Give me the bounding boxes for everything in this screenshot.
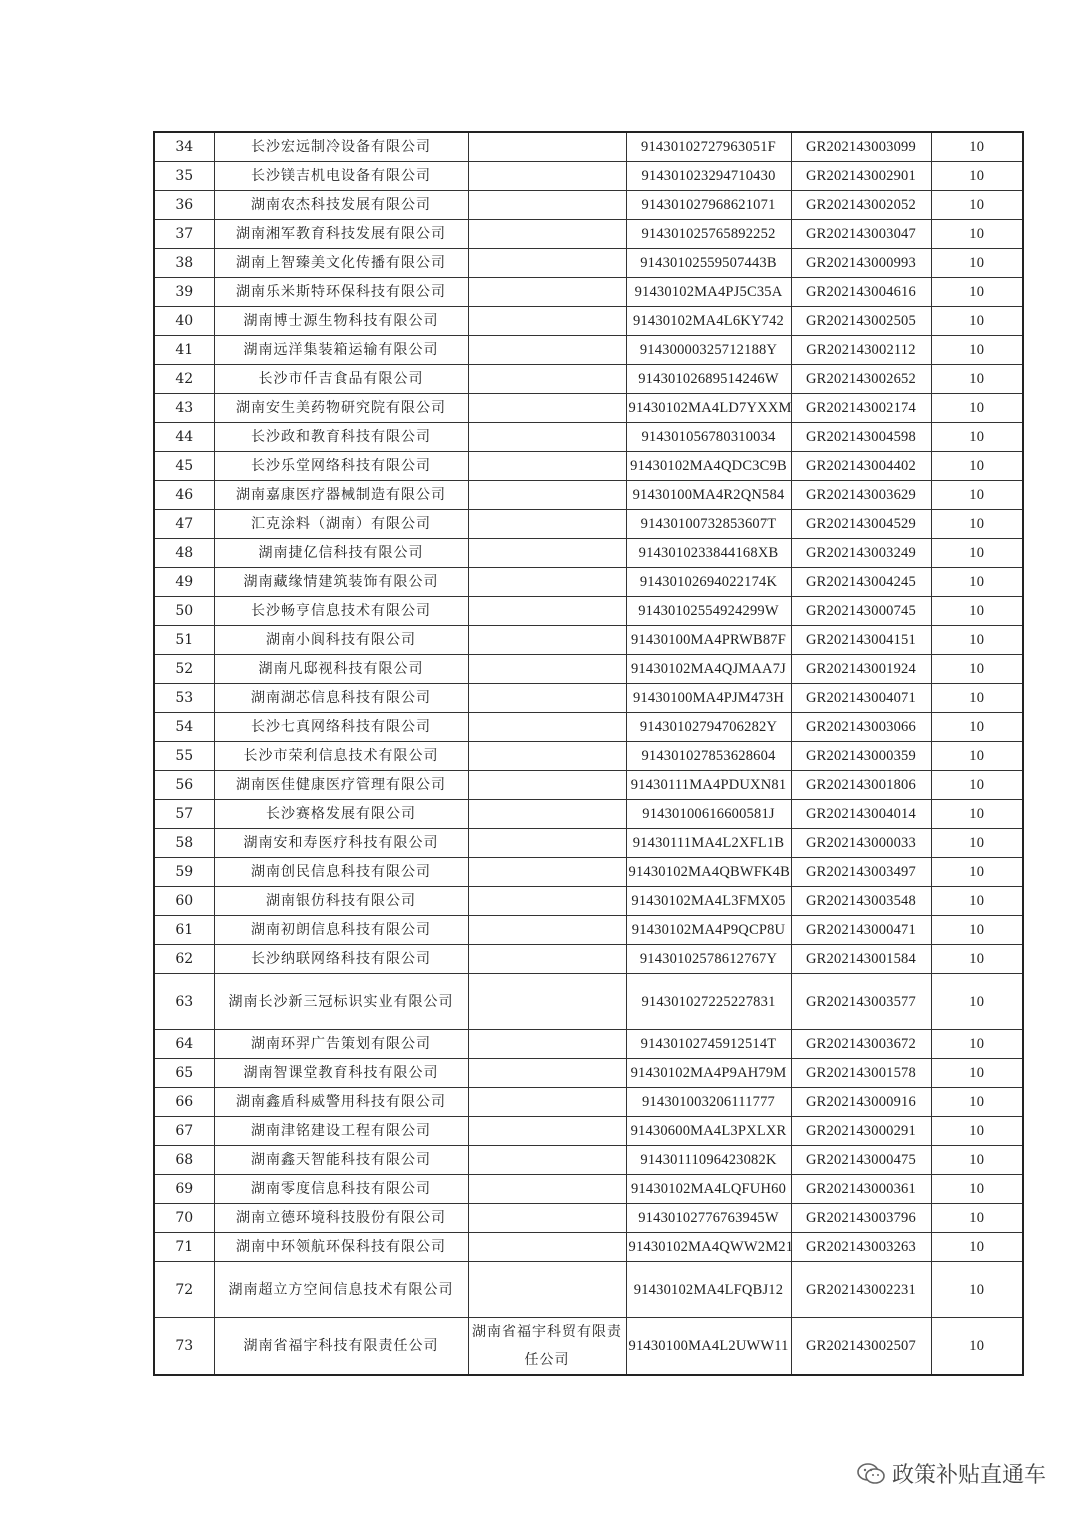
certificate-number-cell: GR202143001584 — [791, 945, 931, 974]
table-row — [154, 771, 1023, 800]
certificate-number-cell: GR202143003263 — [791, 1233, 931, 1262]
certificate-number-cell: GR202143004245 — [791, 568, 931, 597]
credit-code-cell: 91430111MA4PDUXN81 — [626, 771, 791, 800]
certificate-number-cell: GR202143000475 — [791, 1146, 931, 1175]
table-row — [154, 684, 1023, 713]
certificate-number-cell: GR202143000993 — [791, 249, 931, 278]
credit-code-cell: 91430102727963051F — [626, 132, 791, 162]
certificate-number-cell: GR202143004014 — [791, 800, 931, 829]
certificate-number-cell: GR202143004071 — [791, 684, 931, 713]
row-index-cell: 48 — [154, 539, 214, 568]
score-cell: 10 — [931, 307, 1023, 336]
score-cell: 10 — [931, 771, 1023, 800]
former-name-cell — [468, 568, 626, 597]
table-row — [154, 1117, 1023, 1146]
certificate-number-cell: GR202143000745 — [791, 597, 931, 626]
credit-code-cell: 91430000325712188Y — [626, 336, 791, 365]
score-cell: 10 — [931, 1262, 1023, 1318]
former-name-cell — [468, 655, 626, 684]
certificate-number-cell: GR202143000361 — [791, 1175, 931, 1204]
company-name-cell: 长沙赛格发展有限公司 — [214, 800, 468, 829]
score-cell: 10 — [931, 568, 1023, 597]
company-name-cell: 长沙宏远制冷设备有限公司 — [214, 132, 468, 162]
certificate-number-cell: GR202143004402 — [791, 452, 931, 481]
row-index-cell: 61 — [154, 916, 214, 945]
former-name-cell — [468, 974, 626, 1030]
certificate-number-cell: GR202143003629 — [791, 481, 931, 510]
table-row — [154, 394, 1023, 423]
company-name-cell: 湖南藏缘情建筑装饰有限公司 — [214, 568, 468, 597]
former-name-cell — [468, 1088, 626, 1117]
score-cell: 10 — [931, 1318, 1023, 1376]
table-row — [154, 858, 1023, 887]
company-name-cell: 湖南凡邸视科技有限公司 — [214, 655, 468, 684]
table-row — [154, 278, 1023, 307]
credit-code-cell: 91430102MA4QWW2M21 — [626, 1233, 791, 1262]
credit-code-cell: 91430102MA4P9AH79M — [626, 1059, 791, 1088]
table-row — [154, 249, 1023, 278]
company-name-cell: 长沙七真网络科技有限公司 — [214, 713, 468, 742]
former-name-cell — [468, 307, 626, 336]
wechat-icon — [856, 1461, 886, 1487]
table-row — [154, 713, 1023, 742]
company-name-cell: 湖南鑫盾科威警用科技有限公司 — [214, 1088, 468, 1117]
company-table-container — [153, 131, 1022, 1376]
row-index-cell: 46 — [154, 481, 214, 510]
certificate-number-cell: GR202143001924 — [791, 655, 931, 684]
credit-code-cell: 91430600MA4L3PXLXR — [626, 1117, 791, 1146]
table-row — [154, 539, 1023, 568]
table-row — [154, 626, 1023, 655]
certificate-number-cell: GR202143002174 — [791, 394, 931, 423]
credit-code-cell: 91430102MA4L6KY742 — [626, 307, 791, 336]
company-name-cell: 湖南初朗信息科技有限公司 — [214, 916, 468, 945]
certificate-number-cell: GR202143002507 — [791, 1318, 931, 1376]
score-cell: 10 — [931, 1204, 1023, 1233]
company-name-cell: 湖南上智臻美文化传播有限公司 — [214, 249, 468, 278]
company-name-cell: 湖南津铭建设工程有限公司 — [214, 1117, 468, 1146]
credit-code-cell: 91430100MA4L2UWW11 — [626, 1318, 791, 1376]
score-cell: 10 — [931, 1117, 1023, 1146]
former-name-cell — [468, 336, 626, 365]
credit-code-cell: 91430102689514246W — [626, 365, 791, 394]
former-name-cell — [468, 945, 626, 974]
certificate-number-cell: GR202143001806 — [791, 771, 931, 800]
company-name-cell: 湖南环羿广告策划有限公司 — [214, 1030, 468, 1059]
table-row — [154, 916, 1023, 945]
table-row — [154, 1233, 1023, 1262]
row-index-cell: 38 — [154, 249, 214, 278]
row-index-cell: 35 — [154, 162, 214, 191]
credit-code-cell: 91430111096423082K — [626, 1146, 791, 1175]
credit-code-cell: 9143010233844168XB — [626, 539, 791, 568]
row-index-cell: 39 — [154, 278, 214, 307]
certificate-number-cell: GR202143002231 — [791, 1262, 931, 1318]
former-name-cell — [468, 191, 626, 220]
former-name-cell — [468, 249, 626, 278]
row-index-cell: 70 — [154, 1204, 214, 1233]
former-name-cell — [468, 597, 626, 626]
company-name-cell: 湖南湖芯信息科技有限公司 — [214, 684, 468, 713]
score-cell: 10 — [931, 278, 1023, 307]
table-row — [154, 597, 1023, 626]
certificate-number-cell: GR202143003066 — [791, 713, 931, 742]
table-row — [154, 1030, 1023, 1059]
score-cell: 10 — [931, 191, 1023, 220]
credit-code-cell: 91430111MA4L2XFL1B — [626, 829, 791, 858]
former-name-cell — [468, 771, 626, 800]
credit-code-cell: 914301027853628604 — [626, 742, 791, 771]
company-name-cell: 湖南博士源生物科技有限公司 — [214, 307, 468, 336]
company-name-cell: 湖南银仿科技有限公司 — [214, 887, 468, 916]
credit-code-cell: 914301025765892252 — [626, 220, 791, 249]
row-index-cell: 59 — [154, 858, 214, 887]
former-name-cell — [468, 1117, 626, 1146]
company-name-cell: 长沙镁吉机电设备有限公司 — [214, 162, 468, 191]
company-name-cell: 长沙市荣利信息技术有限公司 — [214, 742, 468, 771]
watermark-text: 政策补贴直通车 — [891, 1463, 1046, 1488]
company-name-cell: 湖南小阆科技有限公司 — [214, 626, 468, 655]
credit-code-cell: 914301023294710430 — [626, 162, 791, 191]
credit-code-cell: 91430102776763945W — [626, 1204, 791, 1233]
company-name-cell: 湖南创民信息科技有限公司 — [214, 858, 468, 887]
company-name-cell: 长沙政和教育科技有限公司 — [214, 423, 468, 452]
certificate-number-cell: GR202143003047 — [791, 220, 931, 249]
row-index-cell: 47 — [154, 510, 214, 539]
credit-code-cell: 91430102MA4LFQBJ12 — [626, 1262, 791, 1318]
score-cell: 10 — [931, 1030, 1023, 1059]
credit-code-cell: 91430102578612767Y — [626, 945, 791, 974]
score-cell: 10 — [931, 829, 1023, 858]
table-row — [154, 481, 1023, 510]
score-cell: 10 — [931, 858, 1023, 887]
row-index-cell: 68 — [154, 1146, 214, 1175]
former-name-cell — [468, 423, 626, 452]
certificate-number-cell: GR202143002052 — [791, 191, 931, 220]
former-name-cell — [468, 481, 626, 510]
row-index-cell: 55 — [154, 742, 214, 771]
table-row — [154, 945, 1023, 974]
row-index-cell: 57 — [154, 800, 214, 829]
row-index-cell: 73 — [154, 1318, 214, 1376]
score-cell: 10 — [931, 1233, 1023, 1262]
table-row — [154, 307, 1023, 336]
table-row — [154, 1204, 1023, 1233]
row-index-cell: 62 — [154, 945, 214, 974]
table-row — [154, 1059, 1023, 1088]
credit-code-cell: 91430100MA4R2QN584 — [626, 481, 791, 510]
certificate-number-cell: GR202143000359 — [791, 742, 931, 771]
table-row — [154, 191, 1023, 220]
score-cell: 10 — [931, 162, 1023, 191]
certificate-number-cell: GR202143002505 — [791, 307, 931, 336]
certificate-number-cell: GR202143000916 — [791, 1088, 931, 1117]
former-name-cell — [468, 829, 626, 858]
credit-code-cell: 91430100616600581J — [626, 800, 791, 829]
company-name-cell: 湖南乐米斯特环保科技有限公司 — [214, 278, 468, 307]
company-name-cell: 湖南智课堂教育科技有限公司 — [214, 1059, 468, 1088]
score-cell: 10 — [931, 336, 1023, 365]
score-cell: 10 — [931, 626, 1023, 655]
table-row — [154, 887, 1023, 916]
score-cell: 10 — [931, 713, 1023, 742]
row-index-cell: 56 — [154, 771, 214, 800]
former-name-cell — [468, 1146, 626, 1175]
credit-code-cell: 91430102745912514T — [626, 1030, 791, 1059]
former-name-cell — [468, 162, 626, 191]
credit-code-cell: 91430102MA4QBWFK4B — [626, 858, 791, 887]
score-cell: 10 — [931, 684, 1023, 713]
company-name-cell: 湖南捷亿信科技有限公司 — [214, 539, 468, 568]
table-row — [154, 132, 1023, 162]
certificate-number-cell: GR202143000471 — [791, 916, 931, 945]
row-index-cell: 51 — [154, 626, 214, 655]
company-name-cell: 湖南中环领航环保科技有限公司 — [214, 1233, 468, 1262]
table-row — [154, 1175, 1023, 1204]
former-name-cell — [468, 887, 626, 916]
former-name-cell — [468, 800, 626, 829]
table-row — [154, 336, 1023, 365]
former-name-cell — [468, 394, 626, 423]
table-row — [154, 829, 1023, 858]
score-cell: 10 — [931, 974, 1023, 1030]
company-name-cell: 长沙畅亨信息技术有限公司 — [214, 597, 468, 626]
table-body — [154, 132, 1023, 1375]
row-index-cell: 49 — [154, 568, 214, 597]
former-name-cell — [468, 539, 626, 568]
score-cell: 10 — [931, 132, 1023, 162]
row-index-cell: 60 — [154, 887, 214, 916]
company-table — [153, 131, 1024, 1376]
credit-code-cell: 91430100732853607T — [626, 510, 791, 539]
certificate-number-cell: GR202143002652 — [791, 365, 931, 394]
certificate-number-cell: GR202143001578 — [791, 1059, 931, 1088]
score-cell: 10 — [931, 220, 1023, 249]
certificate-number-cell: GR202143000033 — [791, 829, 931, 858]
score-cell: 10 — [931, 510, 1023, 539]
score-cell: 10 — [931, 916, 1023, 945]
former-name-cell — [468, 510, 626, 539]
company-name-cell: 湖南长沙新三冠标识实业有限公司 — [214, 974, 468, 1030]
credit-code-cell: 91430102694022174K — [626, 568, 791, 597]
table-row — [154, 742, 1023, 771]
former-name-cell — [468, 858, 626, 887]
former-name-cell — [468, 713, 626, 742]
certificate-number-cell: GR202143004616 — [791, 278, 931, 307]
credit-code-cell: 91430102MA4P9QCP8U — [626, 916, 791, 945]
credit-code-cell: 91430102554924299W — [626, 597, 791, 626]
score-cell: 10 — [931, 1175, 1023, 1204]
table-row — [154, 220, 1023, 249]
company-name-cell: 湖南超立方空间信息技术有限公司 — [214, 1262, 468, 1318]
score-cell: 10 — [931, 887, 1023, 916]
row-index-cell: 69 — [154, 1175, 214, 1204]
row-index-cell: 64 — [154, 1030, 214, 1059]
credit-code-cell: 91430102559507443B — [626, 249, 791, 278]
former-name-cell — [468, 684, 626, 713]
table-row — [154, 800, 1023, 829]
former-name-cell: 湖南省福宇科贸有限责任公司 — [468, 1318, 626, 1376]
row-index-cell: 63 — [154, 974, 214, 1030]
credit-code-cell: 91430100MA4PRWB87F — [626, 626, 791, 655]
credit-code-cell: 91430102MA4QDC3C9B — [626, 452, 791, 481]
table-row — [154, 974, 1023, 1030]
certificate-number-cell: GR202143003577 — [791, 974, 931, 1030]
former-name-cell — [468, 452, 626, 481]
company-name-cell: 湖南嘉康医疗器械制造有限公司 — [214, 481, 468, 510]
score-cell: 10 — [931, 1146, 1023, 1175]
score-cell: 10 — [931, 800, 1023, 829]
former-name-cell — [468, 365, 626, 394]
row-index-cell: 54 — [154, 713, 214, 742]
former-name-cell — [468, 1233, 626, 1262]
former-name-cell — [468, 742, 626, 771]
table-row — [154, 1146, 1023, 1175]
credit-code-cell: 91430102MA4PJ5C35A — [626, 278, 791, 307]
company-name-cell: 长沙市仟吉食品有限公司 — [214, 365, 468, 394]
credit-code-cell: 91430102794706282Y — [626, 713, 791, 742]
row-index-cell: 42 — [154, 365, 214, 394]
row-index-cell: 66 — [154, 1088, 214, 1117]
score-cell: 10 — [931, 1059, 1023, 1088]
score-cell: 10 — [931, 945, 1023, 974]
row-index-cell: 71 — [154, 1233, 214, 1262]
row-index-cell: 67 — [154, 1117, 214, 1146]
company-name-cell: 汇克涂料（湖南）有限公司 — [214, 510, 468, 539]
former-name-cell — [468, 1204, 626, 1233]
former-name-cell — [468, 132, 626, 162]
credit-code-cell: 91430102MA4L3FMX05 — [626, 887, 791, 916]
credit-code-cell: 91430102MA4LQFUH60 — [626, 1175, 791, 1204]
row-index-cell: 36 — [154, 191, 214, 220]
score-cell: 10 — [931, 539, 1023, 568]
row-index-cell: 45 — [154, 452, 214, 481]
row-index-cell: 44 — [154, 423, 214, 452]
company-name-cell: 湖南立德环境科技股份有限公司 — [214, 1204, 468, 1233]
watermark — [856, 1458, 1046, 1489]
company-name-cell: 长沙乐堂网络科技有限公司 — [214, 452, 468, 481]
score-cell: 10 — [931, 742, 1023, 771]
certificate-number-cell: GR202143003497 — [791, 858, 931, 887]
former-name-cell — [468, 220, 626, 249]
former-name-cell — [468, 278, 626, 307]
credit-code-cell: 91430102MA4QJMAA7J — [626, 655, 791, 684]
table-row — [154, 1318, 1023, 1376]
table-row — [154, 1262, 1023, 1318]
former-name-cell — [468, 916, 626, 945]
score-cell: 10 — [931, 1088, 1023, 1117]
credit-code-cell: 914301027225227831 — [626, 974, 791, 1030]
row-index-cell: 72 — [154, 1262, 214, 1318]
company-name-cell: 长沙纳联网络科技有限公司 — [214, 945, 468, 974]
table-row — [154, 423, 1023, 452]
score-cell: 10 — [931, 481, 1023, 510]
table-row — [154, 1088, 1023, 1117]
row-index-cell: 37 — [154, 220, 214, 249]
score-cell: 10 — [931, 655, 1023, 684]
certificate-number-cell: GR202143003099 — [791, 132, 931, 162]
company-name-cell: 湖南省福宇科技有限责任公司 — [214, 1318, 468, 1376]
score-cell: 10 — [931, 423, 1023, 452]
credit-code-cell: 91430100MA4PJM473H — [626, 684, 791, 713]
score-cell: 10 — [931, 249, 1023, 278]
company-name-cell: 湖南安生美药物研究院有限公司 — [214, 394, 468, 423]
score-cell: 10 — [931, 365, 1023, 394]
row-index-cell: 58 — [154, 829, 214, 858]
former-name-cell — [468, 1059, 626, 1088]
certificate-number-cell: GR202143003548 — [791, 887, 931, 916]
certificate-number-cell: GR202143004529 — [791, 510, 931, 539]
certificate-number-cell: GR202143003672 — [791, 1030, 931, 1059]
company-name-cell: 湖南安和寿医疗科技有限公司 — [214, 829, 468, 858]
company-name-cell: 湖南零度信息科技有限公司 — [214, 1175, 468, 1204]
company-name-cell: 湖南鑫天智能科技有限公司 — [214, 1146, 468, 1175]
table-row — [154, 655, 1023, 684]
company-name-cell: 湖南农杰科技发展有限公司 — [214, 191, 468, 220]
credit-code-cell: 914301056780310034 — [626, 423, 791, 452]
score-cell: 10 — [931, 452, 1023, 481]
certificate-number-cell: GR202143003796 — [791, 1204, 931, 1233]
credit-code-cell: 91430102MA4LD7YXXM — [626, 394, 791, 423]
row-index-cell: 50 — [154, 597, 214, 626]
table-row — [154, 162, 1023, 191]
certificate-number-cell: GR202143002901 — [791, 162, 931, 191]
score-cell: 10 — [931, 597, 1023, 626]
former-name-cell — [468, 626, 626, 655]
table-row — [154, 452, 1023, 481]
certificate-number-cell: GR202143003249 — [791, 539, 931, 568]
former-name-cell — [468, 1030, 626, 1059]
row-index-cell: 65 — [154, 1059, 214, 1088]
row-index-cell: 40 — [154, 307, 214, 336]
company-name-cell: 湖南远洋集装箱运输有限公司 — [214, 336, 468, 365]
company-name-cell: 湖南湘军教育科技发展有限公司 — [214, 220, 468, 249]
former-name-cell — [468, 1175, 626, 1204]
credit-code-cell: 914301003206111777 — [626, 1088, 791, 1117]
certificate-number-cell: GR202143004151 — [791, 626, 931, 655]
score-cell: 10 — [931, 394, 1023, 423]
table-row — [154, 365, 1023, 394]
company-name-cell: 湖南医佳健康医疗管理有限公司 — [214, 771, 468, 800]
row-index-cell: 43 — [154, 394, 214, 423]
row-index-cell: 41 — [154, 336, 214, 365]
table-row — [154, 510, 1023, 539]
certificate-number-cell: GR202143000291 — [791, 1117, 931, 1146]
credit-code-cell: 914301027968621071 — [626, 191, 791, 220]
certificate-number-cell: GR202143002112 — [791, 336, 931, 365]
row-index-cell: 34 — [154, 132, 214, 162]
certificate-number-cell: GR202143004598 — [791, 423, 931, 452]
row-index-cell: 53 — [154, 684, 214, 713]
table-row — [154, 568, 1023, 597]
former-name-cell — [468, 1262, 626, 1318]
row-index-cell: 52 — [154, 655, 214, 684]
